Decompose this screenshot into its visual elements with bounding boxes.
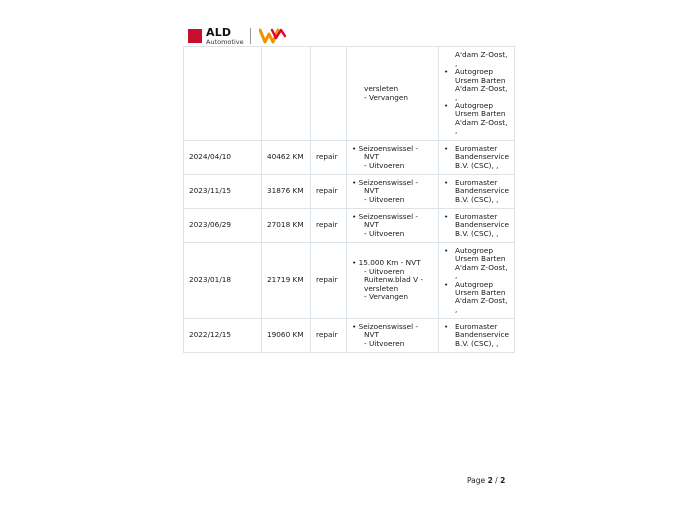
description-line: - Uitvoeren (364, 160, 405, 170)
row-type: repair (311, 209, 347, 243)
row-date: 2024/04/10 (184, 141, 262, 175)
garage-text (455, 102, 509, 136)
table-row (184, 319, 515, 353)
garage-line: Autogroep (455, 100, 493, 110)
row-description (347, 209, 439, 243)
garage-text (455, 179, 509, 204)
row-type: repair (311, 319, 347, 353)
garage-line: Ursem Barten (455, 287, 506, 297)
row-km (262, 47, 311, 141)
garage-line: , (455, 58, 458, 68)
table-row (184, 209, 515, 243)
ald-brand-name: ALD (206, 25, 232, 39)
garage-item (444, 323, 509, 348)
page-current: 2 (487, 476, 493, 485)
row-date: 2023/06/29 (184, 209, 262, 243)
maintenance-history-table (183, 46, 515, 353)
row-date (184, 47, 262, 141)
garage-line: Bandenservice (455, 152, 509, 162)
garage-line: A'dam Z-Oost, (455, 296, 508, 306)
page-header (188, 26, 287, 46)
description-line: • Seizoenswissel - (352, 177, 419, 187)
row-description (347, 319, 439, 353)
ald-logo (206, 27, 244, 46)
garage-line: Bandenservice (455, 186, 509, 196)
description-line: - Vervangen (364, 92, 409, 102)
row-garage (439, 243, 515, 319)
description-line: • Seizoenswissel - (352, 143, 419, 153)
garage-text (455, 323, 509, 348)
garage-line: Ursem Barten (455, 254, 506, 264)
garage-line: Bandenservice (455, 330, 509, 340)
garage-line: A'dam Z-Oost, (455, 84, 508, 94)
garage-line: Autogroep (455, 279, 493, 289)
bullet-icon (444, 51, 455, 68)
row-description (347, 243, 439, 319)
garage-item (444, 281, 509, 315)
table-row (184, 175, 515, 209)
bullet-icon: • (444, 143, 449, 153)
bullet-icon: • (444, 279, 449, 289)
header-divider (250, 28, 251, 44)
garage-item (444, 179, 509, 204)
page-total: 2 (500, 476, 506, 485)
description-line: NVT (364, 152, 379, 162)
garage-line: Ursem Barten (455, 109, 506, 119)
garage-item (444, 213, 509, 238)
w-logo-icon (259, 28, 287, 44)
garage-line: Euromaster (455, 143, 498, 153)
garage-line: B.V. (CSC), , (455, 228, 499, 238)
row-type: repair (311, 243, 347, 319)
description-line: - Uitvoeren (364, 194, 405, 204)
description-line: versleten (364, 84, 399, 94)
description-line: Ruitenw.blad V - (364, 275, 424, 285)
bullet-icon: • (444, 321, 449, 331)
garage-line: A'dam Z-Oost, (455, 262, 508, 272)
garage-line: Euromaster (455, 177, 498, 187)
garage-line: , (455, 126, 458, 136)
row-km: 19060 KM (262, 319, 311, 353)
row-type (311, 47, 347, 141)
garage-item (444, 247, 509, 281)
bullet-icon: • (444, 245, 449, 255)
page-footer (467, 476, 505, 485)
garage-line: Euromaster (455, 321, 498, 331)
description-line: versleten (364, 283, 399, 293)
description-line: • 15.000 Km - NVT (352, 258, 421, 268)
garage-line: Ursem Barten (455, 75, 506, 85)
row-km: 40462 KM (262, 141, 311, 175)
page-label: Page (467, 476, 486, 485)
row-km: 31876 KM (262, 175, 311, 209)
description-line: - Vervangen (364, 292, 409, 302)
description-line: • Seizoenswissel - (352, 211, 419, 221)
table-row (184, 243, 515, 319)
garage-line: Autogroep (455, 67, 493, 77)
table-row (184, 141, 515, 175)
row-type: repair (311, 175, 347, 209)
garage-text (455, 51, 509, 68)
description-line: NVT (364, 330, 379, 340)
garage-line: , (455, 271, 458, 281)
description-line: NVT (364, 220, 379, 230)
row-km: 21719 KM (262, 243, 311, 319)
description-line: NVT (364, 186, 379, 196)
row-type: repair (311, 141, 347, 175)
garage-line: Autogroep (455, 245, 493, 255)
garage-text (455, 145, 509, 170)
garage-text (455, 68, 509, 102)
row-garage (439, 175, 515, 209)
garage-text (455, 213, 509, 238)
garage-item (444, 51, 509, 68)
row-date: 2023/11/15 (184, 175, 262, 209)
row-garage (439, 141, 515, 175)
garage-line: Bandenservice (455, 220, 509, 230)
garage-item (444, 102, 509, 136)
row-date: 2023/01/18 (184, 243, 262, 319)
bullet-icon: • (444, 67, 449, 77)
garage-text (455, 281, 509, 315)
description-line: - Uitvoeren (364, 266, 405, 276)
garage-line: B.V. (CSC), , (455, 160, 499, 170)
row-date: 2022/12/15 (184, 319, 262, 353)
row-description (347, 141, 439, 175)
garage-text (455, 247, 509, 281)
bullet-icon: • (444, 177, 449, 187)
description-line: - Uitvoeren (364, 228, 405, 238)
page-sep: / (495, 476, 498, 485)
garage-line: , (455, 304, 458, 314)
garage-line: Euromaster (455, 211, 498, 221)
garage-line: A'dam Z-Oost, (455, 117, 508, 127)
row-garage (439, 319, 515, 353)
bullet-icon: • (444, 211, 449, 221)
garage-item (444, 145, 509, 170)
description-line: - Uitvoeren (364, 338, 405, 348)
garage-line: , (455, 92, 458, 102)
row-description (347, 47, 439, 141)
row-description (347, 175, 439, 209)
garage-item (444, 68, 509, 102)
ald-brand-sub: Automotive (206, 37, 244, 46)
ald-logo-mark (188, 29, 202, 43)
bullet-icon: • (444, 100, 449, 110)
garage-line: B.V. (CSC), , (455, 194, 499, 204)
garage-line: A'dam Z-Oost, (455, 50, 508, 60)
description-line: • Seizoenswissel - (352, 321, 419, 331)
row-garage (439, 209, 515, 243)
table-row (184, 47, 515, 141)
row-garage (439, 47, 515, 141)
row-km: 27018 KM (262, 209, 311, 243)
garage-line: B.V. (CSC), , (455, 338, 499, 348)
